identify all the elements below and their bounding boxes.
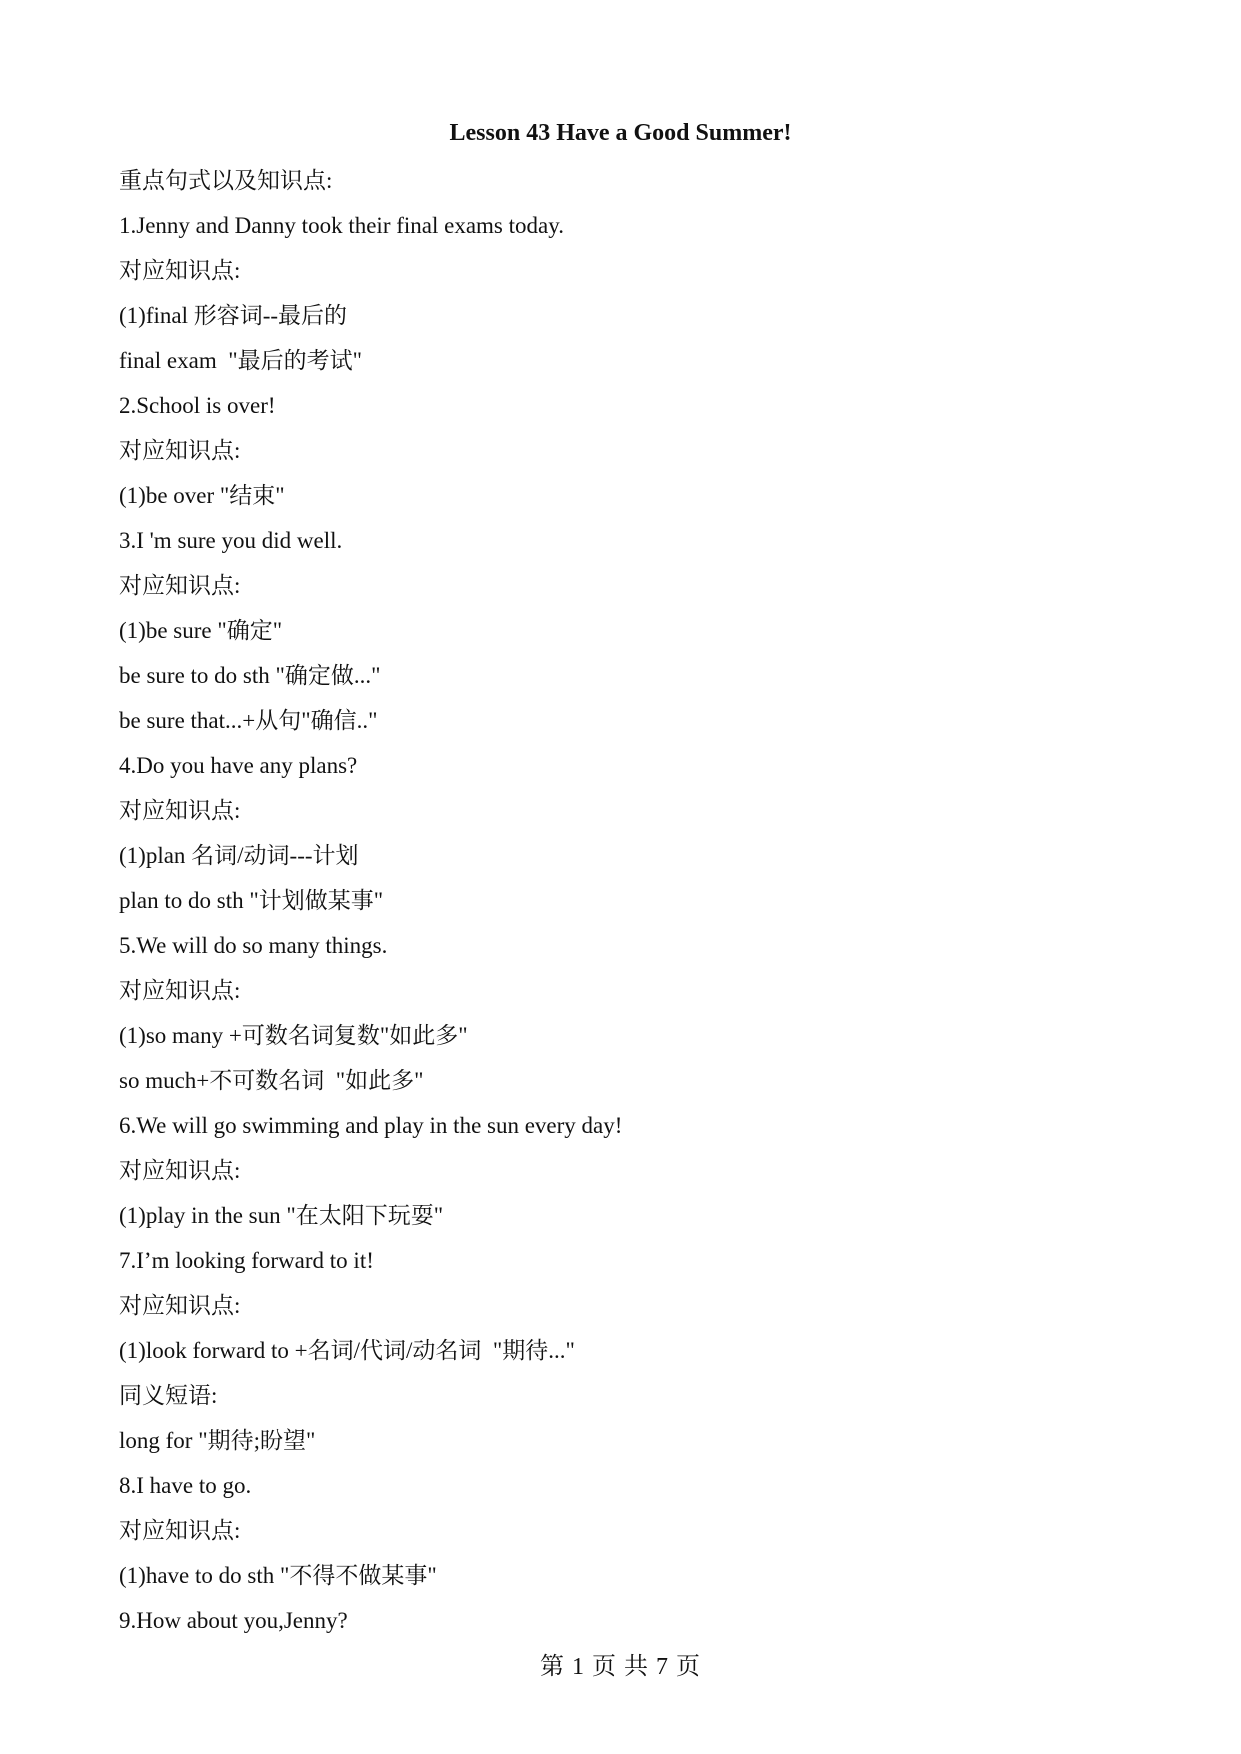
knowledge-point: plan to do sth "计划做某事" (119, 888, 384, 913)
key-sentence: 7.I’m looking forward to it! (119, 1248, 374, 1273)
key-sentence: 8.I have to go. (119, 1473, 252, 1498)
knowledge-point: so much+不可数名词 "如此多" (119, 1068, 424, 1093)
knowledge-point: (1)be over "结束" (119, 483, 285, 508)
page-number-footer: 第 1 页 共 7 页 (540, 1654, 701, 1680)
knowledge-point: (1)look forward to +名词/代词/动名词 "期待..." (119, 1338, 575, 1363)
knowledge-point: final exam "最后的考试" (119, 348, 362, 373)
key-sentence: 6.We will go swimming and play in the sun every day! (119, 1113, 623, 1138)
knowledge-point: (1)have to do sth "不得不做某事" (119, 1563, 437, 1588)
key-sentence: 2.School is over! (119, 393, 276, 418)
knowledge-heading: 对应知识点: (119, 1293, 241, 1318)
knowledge-point: (1)play in the sun "在太阳下玩耍" (119, 1203, 444, 1228)
knowledge-heading: 对应知识点: (119, 1518, 241, 1543)
knowledge-point: (1)so many +可数名词复数"如此多" (119, 1023, 468, 1048)
knowledge-point: long for "期待;盼望" (119, 1428, 316, 1453)
key-sentence: 9.How about you,Jenny? (119, 1608, 348, 1633)
knowledge-point: be sure that...+从句"确信.." (119, 708, 378, 733)
key-sentence: 1.Jenny and Danny took their final exams today. (119, 213, 564, 238)
knowledge-heading: 对应知识点: (119, 798, 241, 823)
knowledge-heading: 对应知识点: (119, 573, 241, 598)
key-sentence: 5.We will do so many things. (119, 933, 388, 958)
knowledge-point: (1)be sure "确定" (119, 618, 283, 643)
knowledge-point: (1)plan 名词/动词---计划 (119, 843, 359, 868)
knowledge-heading: 对应知识点: (119, 978, 241, 1003)
knowledge-heading: 对应知识点: (119, 258, 241, 283)
knowledge-heading: 对应知识点: (119, 438, 241, 463)
key-sentence: 3.I 'm sure you did well. (119, 528, 343, 553)
section-heading: 重点句式以及知识点: (119, 168, 333, 193)
knowledge-heading: 对应知识点: (119, 1158, 241, 1183)
page-title: Lesson 43 Have a Good Summer! (449, 120, 792, 146)
synonym-heading: 同义短语: (119, 1383, 218, 1408)
document-body (119, 158, 1129, 1643)
knowledge-point: (1)final 形容词--最后的 (119, 303, 348, 328)
knowledge-point: be sure to do sth "确定做..." (119, 663, 381, 688)
key-sentence: 4.Do you have any plans? (119, 753, 358, 778)
